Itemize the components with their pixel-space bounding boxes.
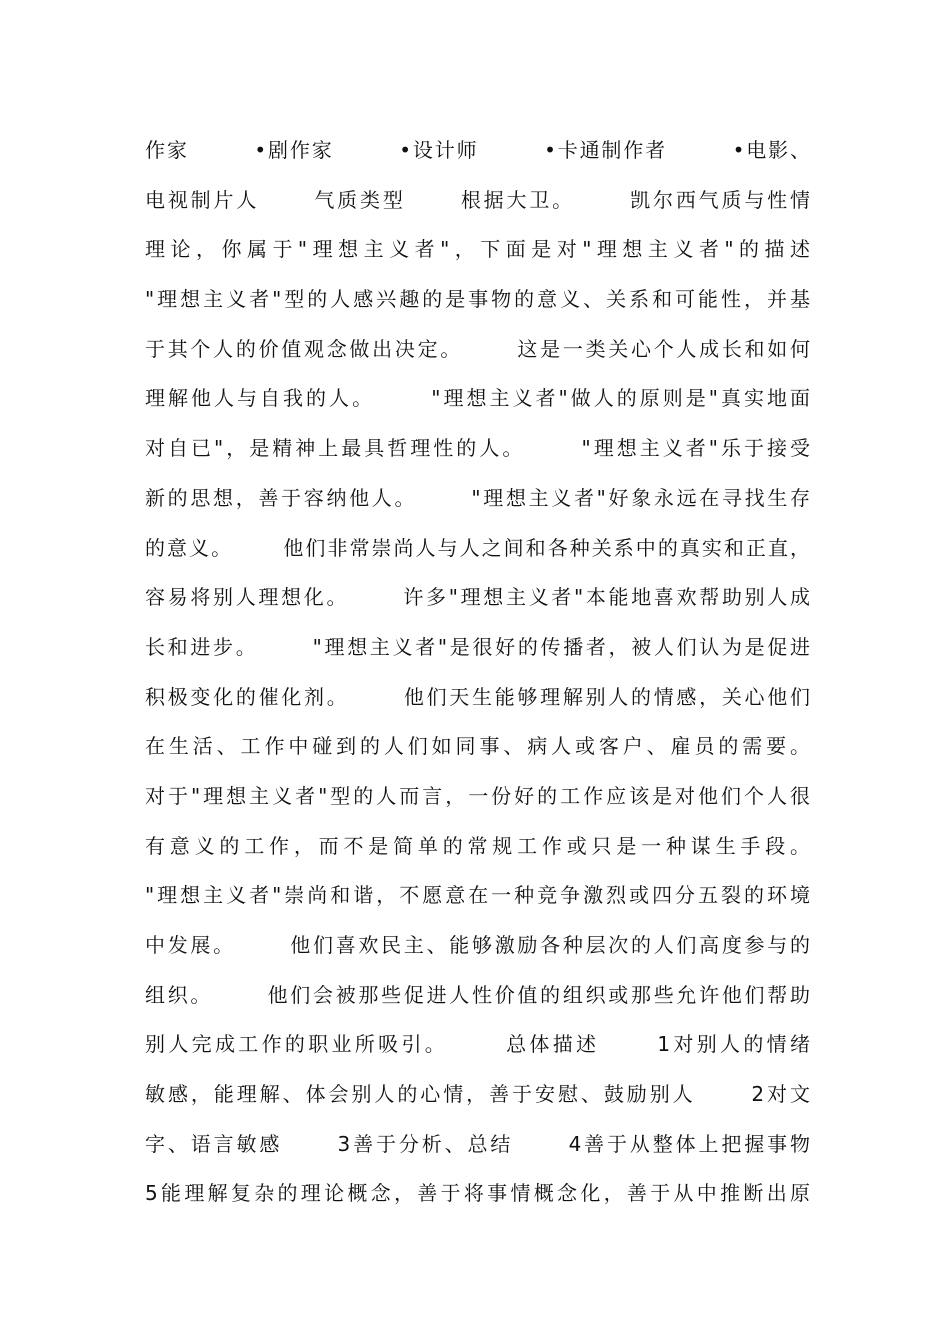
text-line: 字、语言敏感 3善于分析、总结 4善于从整体上把握事物 <box>145 1131 810 1156</box>
text-line: 在生活、工作中碰到的人们如同事、病人或客户、雇员的需要。 <box>145 734 810 759</box>
body-text <box>145 126 810 1219</box>
text-line: 新的思想，善于容纳他人。 "理想主义者"好象永远在寻找生存 <box>145 485 810 510</box>
text-line: 中发展。 他们喜欢民主、能够激励各种层次的人们高度参与的 <box>145 933 810 957</box>
text-line: 组织。 他们会被那些促进人性价值的组织或那些允许他们帮助 <box>145 982 810 1007</box>
text-line: 敏感，能理解、体会别人的心情，善于安慰、鼓励别人 2对文 <box>145 1082 810 1107</box>
text-line: 电视制片人 气质类型 根据大卫。 凯尔西气质与性情 <box>145 187 810 212</box>
text-line: "理想主义者"崇尚和谐，不愿意在一种竞争激烈或四分五裂的环境 <box>145 883 810 908</box>
text-line: 容易将别人理想化。 许多"理想主义者"本能地喜欢帮助别人成 <box>145 585 810 610</box>
text-line: 积极变化的催化剂。 他们天生能够理解别人的情感，关心他们 <box>145 684 810 709</box>
text-line: 的意义。 他们非常崇尚人与人之间和各种关系中的真实和正直， <box>145 535 810 560</box>
text-line: 长和进步。 "理想主义者"是很好的传播者，被人们认为是促进 <box>145 634 810 659</box>
text-line: 于其个人的价值观念做出决定。 这是一类关心个人成长和如何 <box>145 336 810 361</box>
text-line: 理论，你属于"理想主义者"，下面是对"理想主义者"的描述 <box>145 237 810 262</box>
text-line: 5能理解复杂的理论概念，善于将事情概念化，善于从中推断出原 <box>145 1181 810 1206</box>
text-line: 作家 •剧作家 •设计师 •卡通制作者 •电影、 <box>145 138 810 162</box>
text-line: "理想主义者"型的人感兴趣的是事物的意义、关系和可能性，并基 <box>145 287 810 312</box>
text-line: 对于"理想主义者"型的人而言，一份好的工作应该是对他们个人很 <box>145 783 810 808</box>
text-line: 有意义的工作，而不是简单的常规工作或只是一种谋生手段。 <box>145 833 810 858</box>
text-line: 理解他人与自我的人。 "理想主义者"做人的原则是"真实地面 <box>145 386 810 411</box>
text-line: 别人完成工作的职业所吸引。 总体描述 1对别人的情绪 <box>145 1032 810 1057</box>
text-line: 对自已"，是精神上最具哲理性的人。 "理想主义者"乐于接受 <box>145 436 810 461</box>
